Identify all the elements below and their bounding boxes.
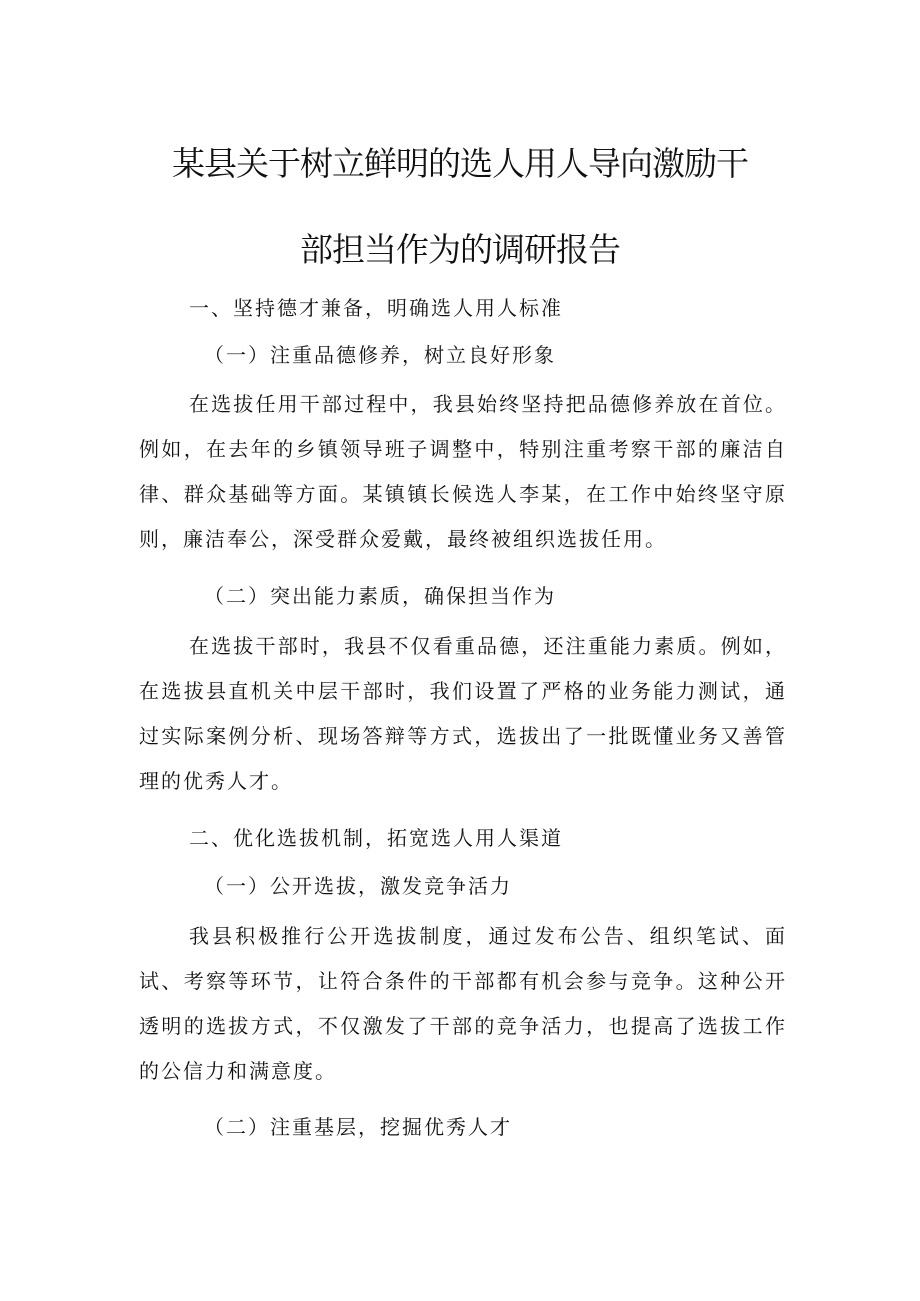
section-2-sub-1-paragraph: 我县积极推行公开选拔制度，通过发布公告、组织笔试、面试、考察等环节，让符合条件的干部都有机会参与竞争。这种公开透明的选拔方式，不仅激发了干部的竞争活力，也提高了选拔工作的公信力和满意度。 (139, 924, 787, 1083)
section-2-heading: 二、优化选拔机制，拓宽选人用人渠道 (189, 826, 563, 850)
section-1-sub-2-paragraph: 在选拔干部时，我县不仅看重品德，还注重能力素质。例如，在选拔县直机关中层干部时，我们设置了严格的业务能力测试，通过实际案例分析、现场答辩等方式，选拔出了一批既懂业务又善管理的优秀人才。 (139, 634, 787, 793)
document-title-line-2: 部担当作为的调研报告 (300, 230, 620, 269)
document-title-line-1: 某县关于树立鲜明的选人用人导向激励干 (172, 144, 748, 183)
section-1-sub-2-heading: （二）突出能力素质，确保担当作为 (204, 584, 556, 608)
section-2-sub-1-heading: （一）公开选拔，激发竞争活力 (204, 874, 512, 898)
section-1-sub-1-paragraph: 在选拔任用干部过程中，我县始终坚持把品德修养放在首位。例如，在去年的乡镇领导班子调整中，特别注重考察干部的廉洁自律、群众基础等方面。某镇镇长候选人李某，在工作中始终坚守原则，廉洁奉公，深受群众爱戴，最终被组织选拔任用。 (139, 392, 787, 551)
section-2-sub-2-heading: （二）注重基层，挖掘优秀人才 (204, 1115, 512, 1139)
section-1-sub-1-heading: （一）注重品德修养，树立良好形象 (204, 343, 556, 367)
section-1-heading: 一、坚持德才兼备，明确选人用人标准 (189, 296, 563, 320)
